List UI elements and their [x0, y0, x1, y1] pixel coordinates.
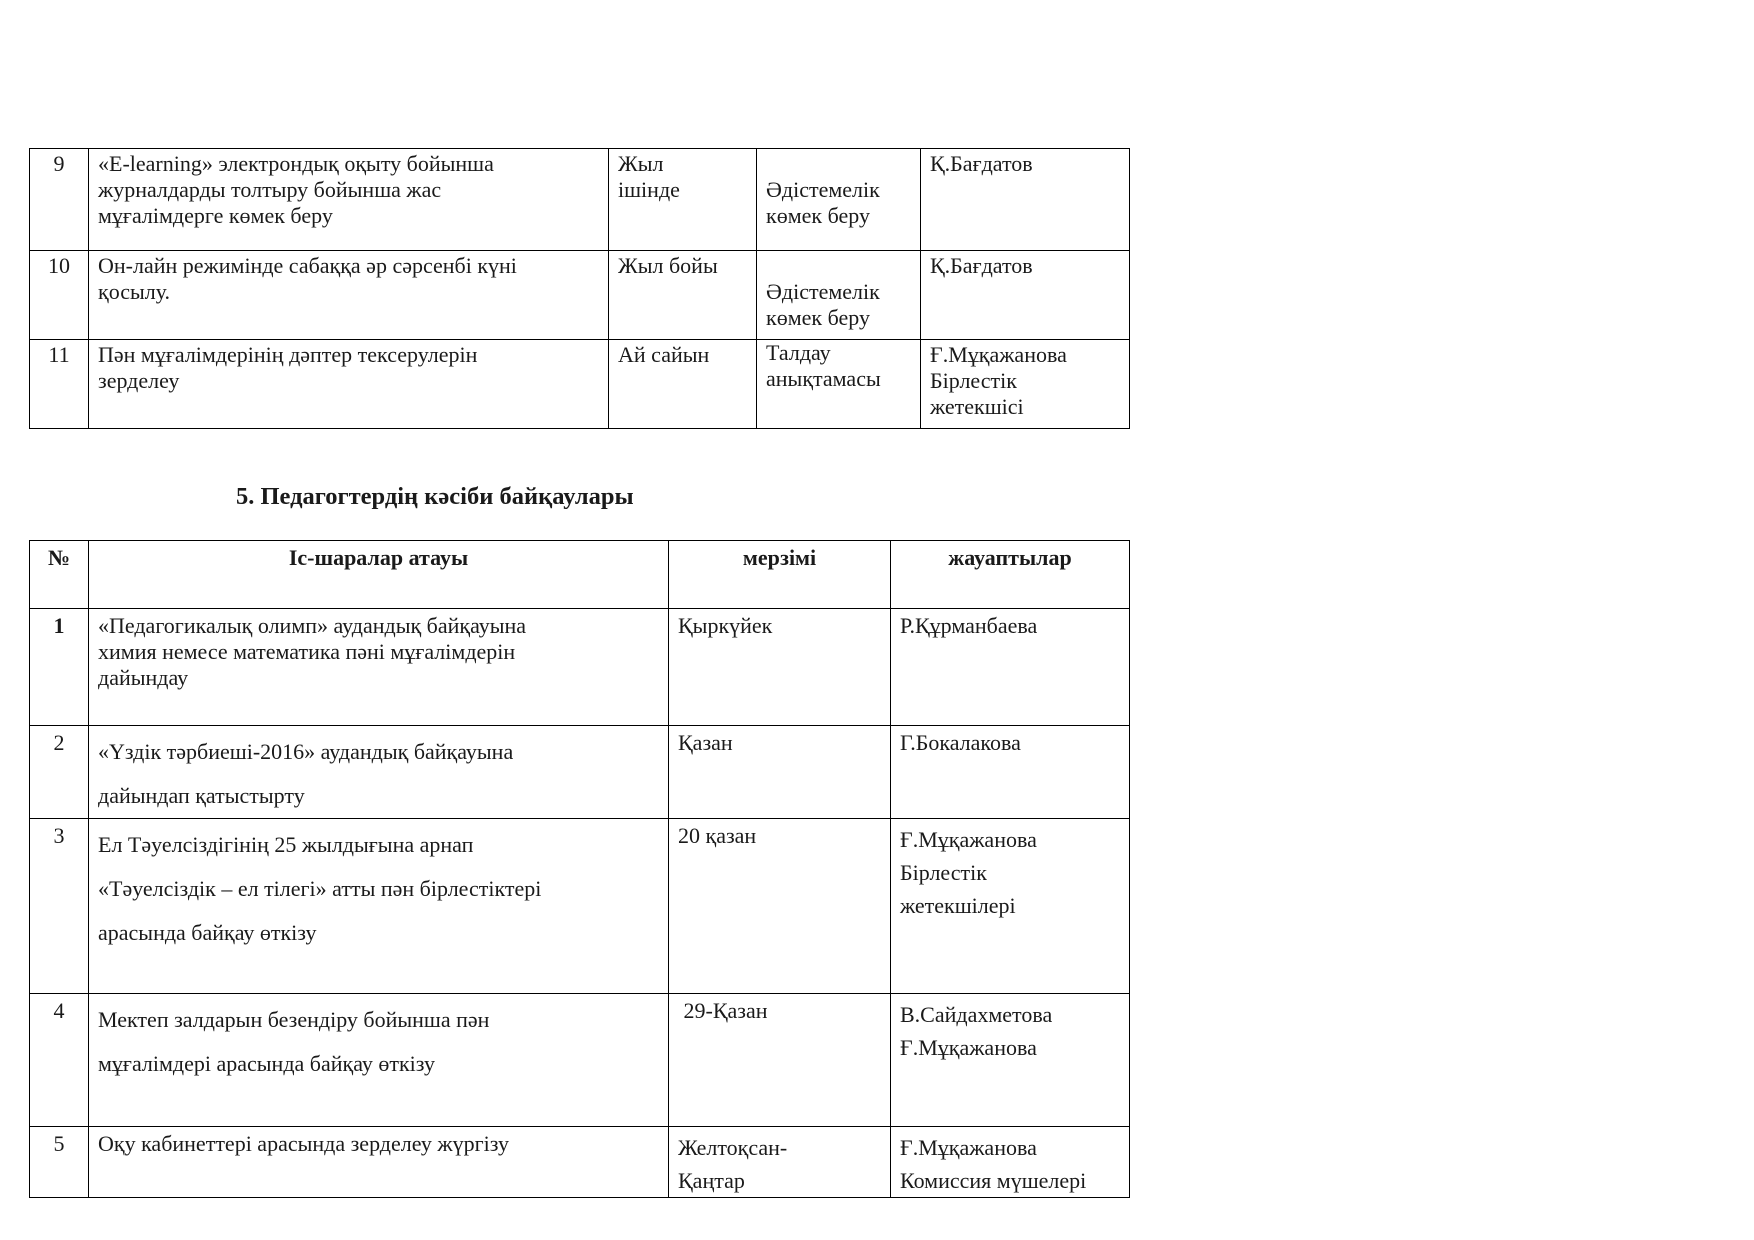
responsible-cell: Ғ.Мұқажанова Бірлестік жетекшісі [921, 340, 1130, 429]
period-cell: Қазан [669, 726, 891, 819]
event-name-cell: Пән мұғалімдерінің дәптер тексерулерін зерделеу [89, 340, 609, 429]
period-cell: 29-Қазан [669, 994, 891, 1127]
period-cell: Ай сайын [609, 340, 757, 429]
form-cell: Әдістемелік көмек беру [757, 251, 921, 340]
period-cell: 20 қазан [669, 819, 891, 994]
form-cell: Талдау анықтамасы [757, 340, 921, 429]
section-heading: 5. Педагогтердің кәсіби байқаулары [236, 483, 634, 510]
form-cell: Әдістемелік көмек беру [757, 149, 921, 251]
event-name-cell: «Педагогикалық олимп» аудандық байқауына химия немесе математика пәні мұғалімдерін дайындау [89, 609, 669, 726]
responsible-cell: Ғ.Мұқажанова Комиссия мүшелері [891, 1127, 1130, 1198]
header-number: № [30, 541, 89, 609]
row-number: 1 [30, 609, 89, 726]
work-plan-table-continued [29, 148, 1130, 429]
event-name-cell: Ел Тәуелсіздігінің 25 жылдығына арнап «Тәуелсіздік – ел тілегі» атты пән бірлестіктері арасында байқау өткізу [89, 819, 669, 994]
responsible-cell: Қ.Бағдатов [921, 149, 1130, 251]
header-responsible: жауаптылар [891, 541, 1130, 609]
table-row [30, 149, 1130, 251]
table-row [30, 609, 1130, 726]
table-row [30, 1127, 1130, 1198]
row-number: 11 [30, 340, 89, 429]
table-row [30, 251, 1130, 340]
period-cell: Желтоқсан- Қаңтар [669, 1127, 891, 1198]
competitions-table [29, 540, 1130, 1198]
row-number: 4 [30, 994, 89, 1127]
period-cell: Қыркүйек [669, 609, 891, 726]
table-row [30, 819, 1130, 994]
event-name-cell: Оқу кабинеттері арасында зерделеу жүргізу [89, 1127, 669, 1198]
row-number: 5 [30, 1127, 89, 1198]
header-event-name: Іс-шаралар атауы [89, 541, 669, 609]
row-number: 9 [30, 149, 89, 251]
responsible-cell: Р.Құрманбаева [891, 609, 1130, 726]
responsible-cell: Қ.Бағдатов [921, 251, 1130, 340]
responsible-cell: Г.Бокалакова [891, 726, 1130, 819]
event-name-cell: Мектеп залдарын безендіру бойынша пән мұғалімдері арасында байқау өткізу [89, 994, 669, 1127]
header-period: мерзімі [669, 541, 891, 609]
row-number: 10 [30, 251, 89, 340]
table-row [30, 726, 1130, 819]
period-cell: Жыл бойы [609, 251, 757, 340]
table-header-row [30, 541, 1130, 609]
event-name-cell: «Үздік тәрбиеші-2016» аудандық байқауына дайындап қатыстырту [89, 726, 669, 819]
period-cell: Жыл ішінде [609, 149, 757, 251]
row-number: 2 [30, 726, 89, 819]
responsible-cell: В.Сайдахметова Ғ.Мұқажанова [891, 994, 1130, 1127]
responsible-cell: Ғ.Мұқажанова Бірлестік жетекшілері [891, 819, 1130, 994]
table-row [30, 340, 1130, 429]
event-name-cell: «E-learning» электрондық оқыту бойынша журналдарды толтыру бойынша жас мұғалімдерге көмек беру [89, 149, 609, 251]
event-name-cell: Он-лайн режимінде сабаққа әр сәрсенбі күні қосылу. [89, 251, 609, 340]
table-row [30, 994, 1130, 1127]
row-number: 3 [30, 819, 89, 994]
